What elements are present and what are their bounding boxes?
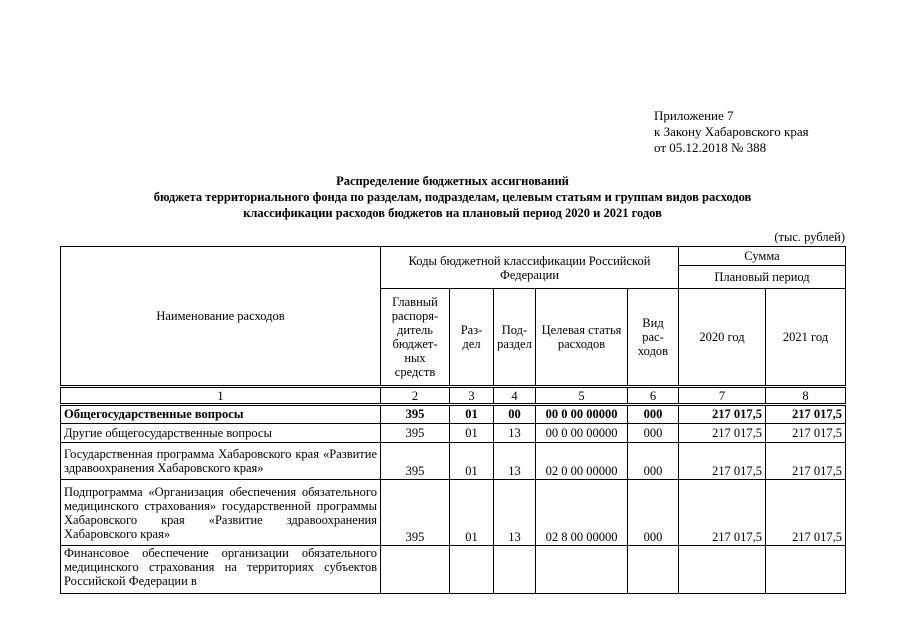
row-target — [536, 546, 628, 594]
title-line-3: классификации расходов бюджетов на плановый период 2020 и 2021 годов — [243, 206, 662, 220]
header-name: Наименование расходов — [61, 247, 381, 387]
annex-note — [654, 108, 809, 156]
annex-line-3: от 05.12.2018 № 388 — [654, 140, 767, 155]
row-2021: 217 017,5 — [766, 443, 846, 480]
row-target: 00 0 00 00000 — [536, 405, 628, 424]
table-row — [61, 443, 846, 480]
table-row — [61, 405, 846, 424]
document-title — [60, 173, 845, 221]
budget-table — [60, 246, 846, 594]
row-name: Финансовое обеспечение организации обязательного медицинского страхования на территориях субъектов Российской Федерации в — [61, 546, 381, 594]
row-target: 02 8 00 00000 — [536, 480, 628, 546]
row-name: Другие общегосударственные вопросы — [61, 424, 381, 443]
col-number: 7 — [679, 387, 766, 405]
header-2020: 2020 год — [679, 289, 766, 387]
row-subsection — [494, 546, 536, 594]
row-subsection: 13 — [494, 424, 536, 443]
header-2021: 2021 год — [766, 289, 846, 387]
row-kind: 000 — [628, 424, 679, 443]
column-number-row — [61, 387, 846, 405]
row-name: Подпрограмма «Организация обеспечения обязательного медицинского страхования» государственной программы Хабаровского края «Развитие здравоохранения Хабаровского края» — [61, 480, 381, 546]
row-2021: 217 017,5 — [766, 480, 846, 546]
row-subsection: 13 — [494, 443, 536, 480]
row-section: 01 — [450, 424, 494, 443]
row-grbs: 395 — [381, 443, 450, 480]
row-subsection: 13 — [494, 480, 536, 546]
col-number: 2 — [381, 387, 450, 405]
row-grbs: 395 — [381, 424, 450, 443]
row-name: Общегосударственные вопросы — [61, 405, 381, 424]
header-target: Целевая статья расходов — [536, 289, 628, 387]
row-kind — [628, 546, 679, 594]
header-codes-group: Коды бюджетной классификации Российской Федерации — [381, 247, 679, 289]
header-plan-period: Плановый период — [679, 266, 846, 289]
row-2021 — [766, 546, 846, 594]
row-target: 00 0 00 00000 — [536, 424, 628, 443]
row-2020: 217 017,5 — [679, 405, 766, 424]
col-number: 6 — [628, 387, 679, 405]
title-line-1: Распределение бюджетных ассигнований — [336, 174, 569, 188]
table-row — [61, 480, 846, 546]
row-section: 01 — [450, 480, 494, 546]
row-target: 02 0 00 00000 — [536, 443, 628, 480]
header-sum-group: Сумма — [679, 247, 846, 266]
row-2020: 217 017,5 — [679, 443, 766, 480]
header-section: Раз-дел — [450, 289, 494, 387]
row-2020: 217 017,5 — [679, 480, 766, 546]
annex-line-2: к Закону Хабаровского края — [654, 124, 809, 139]
title-line-2: бюджета территориального фонда по разделам, подразделам, целевым статьям и группам видов расходов — [153, 190, 752, 204]
row-subsection: 00 — [494, 405, 536, 424]
header-grbs: Главный распоря-дитель бюджет-ных средств — [381, 289, 450, 387]
col-number: 5 — [536, 387, 628, 405]
col-number: 8 — [766, 387, 846, 405]
row-kind: 000 — [628, 443, 679, 480]
annex-line-1: Приложение 7 — [654, 108, 734, 123]
row-2021: 217 017,5 — [766, 424, 846, 443]
header-subsection: Под-раздел — [494, 289, 536, 387]
col-number: 3 — [450, 387, 494, 405]
row-section: 01 — [450, 443, 494, 480]
row-2020: 217 017,5 — [679, 424, 766, 443]
col-number: 4 — [494, 387, 536, 405]
row-grbs: 395 — [381, 480, 450, 546]
row-2021: 217 017,5 — [766, 405, 846, 424]
header-kind: Вид рас-ходов — [628, 289, 679, 387]
row-section — [450, 546, 494, 594]
row-kind: 000 — [628, 480, 679, 546]
table-row — [61, 424, 846, 443]
table-row — [61, 546, 846, 594]
row-name: Государственная программа Хабаровского края «Развитие здравоохранения Хабаровского края» — [61, 443, 381, 480]
row-2020 — [679, 546, 766, 594]
row-grbs: 395 — [381, 405, 450, 424]
row-kind: 000 — [628, 405, 679, 424]
row-section: 01 — [450, 405, 494, 424]
row-grbs — [381, 546, 450, 594]
units-label: (тыс. рублей) — [774, 230, 845, 244]
col-number: 1 — [61, 387, 381, 405]
